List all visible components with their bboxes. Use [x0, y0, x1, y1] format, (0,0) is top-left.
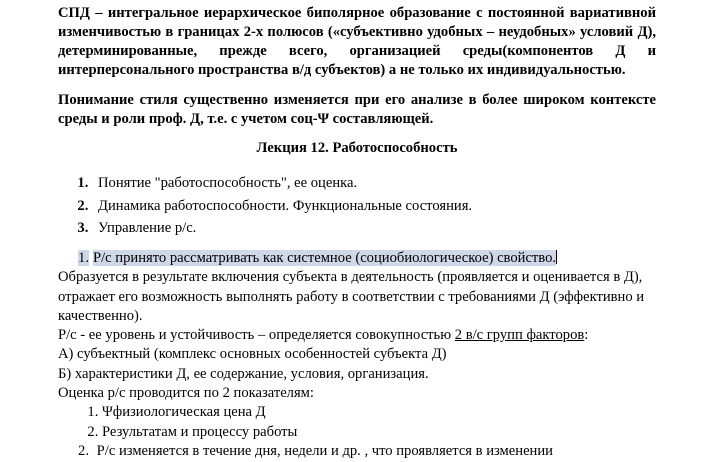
body-text [58, 249, 656, 462]
list-item: 2. Результатам и процессу работы [102, 423, 656, 443]
list-item [92, 217, 656, 240]
topic-3-label: Управление р/с. [98, 220, 197, 237]
second-paragraph: Понимание стиля существенно изменяется при его анализе в более широком контексте среды и роли проф. Д, т.е. с учетом соц-Ψ составляющей. [58, 92, 656, 127]
body-paragraph-2-lead: Р/с - ее уровень и устойчивость – определяется совокупностью [58, 327, 455, 343]
body-item-2-text: Р/с изменяется в течение дня, недели и др. , что проявляется в изменении [96, 443, 553, 460]
body-paragraph-4: Б) характеристики Д, ее содержание, условия, организация. [58, 365, 429, 382]
body-item-2 [58, 442, 656, 461]
list-item: 1. Ψфизиологическая цена Д [102, 403, 656, 423]
text-caret [556, 250, 557, 264]
body-item-1 [58, 249, 656, 268]
body-item-1-highlighted-text: Р/с принято рассматривать как системное (социобиологическое) свойство. [93, 250, 557, 266]
topic-2-label: Динамика работоспособности. Функциональные состояния. [98, 197, 473, 214]
body-item-2-number: 2. [78, 443, 90, 460]
body-paragraph-2-underlined: 2 в/с групп факторов [454, 327, 585, 343]
lecture-topics-list [58, 172, 656, 240]
evaluation-sublist [58, 403, 656, 442]
list-item [92, 172, 656, 195]
lecture-title: Лекция 12. Работоспособность [256, 140, 458, 156]
body-paragraph-3: А) субъектный (комплекс основных особенностей субъекта Д) [58, 346, 447, 363]
list-item [92, 195, 656, 218]
intro-paragraph: СПД – интегральное иерархическое биполярное образование с постоянной вариативной изменчивостью в границах 2-х полюсов («субъективно удобных – неудобных» условий Д), детерминированные, прежде всего, организацией среды(компонентов Д и интерперсонального пространства в/д субъектов) а не только их индивидуальностью. [58, 5, 656, 78]
body-item-1-number: 1. [78, 250, 90, 266]
body-paragraph-5: Оценка р/с проводится по 2 показателям: [58, 384, 314, 401]
body-paragraph-2-tail: : [584, 327, 589, 343]
body-paragraph-2 [58, 326, 656, 345]
body-paragraph-1: Образуется в результате включения субъекта в деятельность (проявляется и оценивается в Д), отражает его возможность выполнять работу в соответствии с требованиями Д (эффективно и качественно). [58, 269, 645, 324]
topic-1-label: Понятие "работоспособность", ее оценка. [98, 175, 358, 191]
